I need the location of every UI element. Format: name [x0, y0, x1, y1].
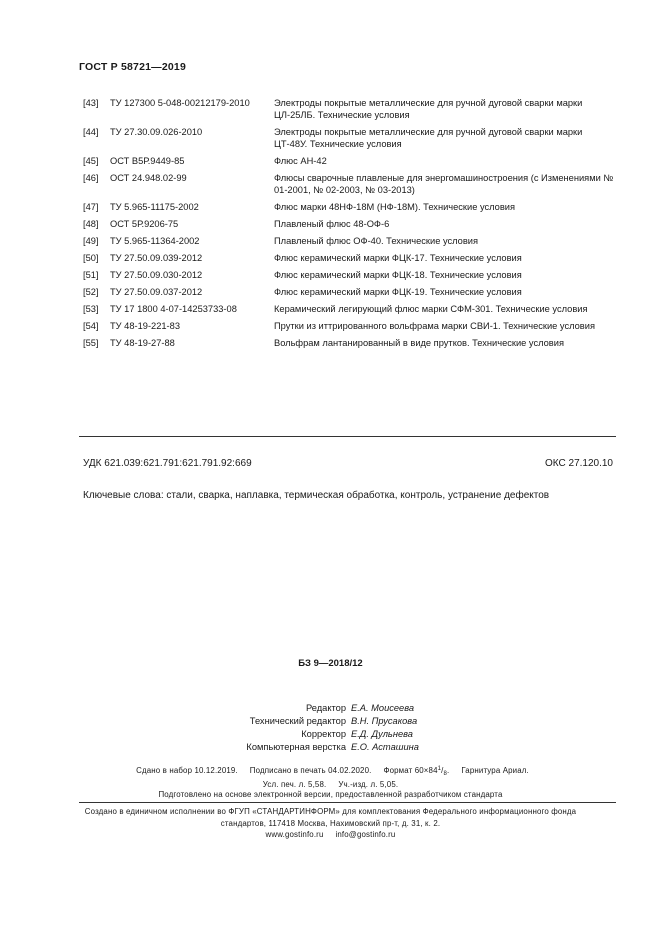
entry-title: Флюсы сварочные плавленые для энергомашиностроения (с Изменениями № 01-2001, № 02-2003, № 03-2013)	[274, 173, 614, 195]
credit-role: Компьютерная верстка	[246, 742, 346, 752]
credit-name: Е.А. Моисеева	[351, 703, 415, 713]
credit-name: Е.Д. Дульнева	[351, 729, 413, 739]
entry-document-code: ТУ 27.50.09.039-2012	[110, 253, 203, 263]
entry-title: Плавленый флюс ОФ-40. Технические условия	[274, 236, 478, 246]
standard-designation: ГОСТ Р 58721—2019	[79, 61, 187, 73]
website-link[interactable]: www.gostinfo.ru	[265, 830, 324, 839]
print-sheets: Усл. печ. л. 5,58.	[262, 779, 327, 789]
oks-code: ОКС 27.120.10	[545, 458, 613, 469]
credit-row	[0, 728, 661, 741]
entry-title: Плавленый флюс 48-ОФ-6	[274, 219, 390, 229]
entry-document-code: ОСТ 24.948.02-99	[110, 173, 187, 183]
bibliography-entry	[83, 320, 618, 332]
publisher-line-1: Создано в единичном исполнении во ФГУП «СТАНДАРТИНФОРМ» для комплектования Федерального информационного фонда	[84, 807, 577, 816]
publisher-sheets: Уч.-изд. л. 5,05.	[338, 779, 399, 789]
entry-document-code: ТУ 17 1800 4-07-14253733-08	[110, 304, 237, 314]
udk-code: УДК 621.039:621.791:621.791.92:669	[83, 458, 252, 469]
entry-document-code: ТУ 127300 5-048-00212179-2010	[110, 98, 250, 108]
entry-title: Электроды покрытые металлические для ручной дуговой сварки марки ЦЛ-25ЛБ. Технические условия	[274, 98, 583, 120]
entry-document-code: ОСТ 5Р.9206-75	[110, 219, 179, 229]
entry-title: Вольфрам лантанированный в виде прутков. Технические условия	[274, 338, 564, 348]
entry-title: Флюс керамический марки ФЦК-17. Технические условия	[274, 253, 522, 263]
credit-row	[0, 741, 661, 754]
bibliography-entry	[83, 286, 618, 298]
entry-number: [45]	[83, 156, 99, 166]
credits-block	[0, 702, 661, 754]
entry-document-code: ТУ 5.965-11175-2002	[110, 202, 199, 212]
entry-title: Флюс марки 48НФ-18М (НФ-18М). Технические условия	[274, 202, 516, 212]
entry-title: Прутки из иттрированного вольфрама марки СВИ-1. Технические условия	[274, 321, 595, 331]
credit-name: Е.О. Асташина	[351, 742, 419, 752]
print-info-note: Подготовлено на основе электронной версии, предоставленной разработчиком стандарта	[158, 790, 503, 799]
email-link[interactable]: info@gostinfo.ru	[335, 830, 396, 839]
entry-number: [52]	[83, 287, 99, 297]
entry-number: [47]	[83, 202, 99, 212]
signed-date: Подписано в печать 04.02.2020.	[249, 766, 372, 775]
print-info-line-1	[0, 764, 661, 780]
entry-number: [55]	[83, 338, 99, 348]
entry-title: Флюс керамический марки ФЦК-18. Технические условия	[274, 270, 522, 280]
credit-row	[0, 702, 661, 715]
credit-role: Корректор	[301, 729, 346, 739]
entry-document-code: ТУ 48-19-27-88	[110, 338, 175, 348]
credit-role: Редактор	[305, 703, 346, 713]
entry-title: Флюс АН-42	[274, 156, 327, 166]
bibliography-entry	[83, 172, 618, 196]
bibliography-entry	[83, 235, 618, 247]
entry-number: [50]	[83, 253, 99, 263]
entry-document-code: ТУ 48-19-221-83	[110, 321, 180, 331]
print-info-block	[0, 764, 661, 801]
bibliography-entry	[83, 269, 618, 281]
credit-role: Технический редактор	[249, 716, 346, 726]
entry-number: [54]	[83, 321, 99, 331]
entry-document-code: ТУ 5.965-11364-2002	[110, 236, 200, 246]
entry-number: [46]	[83, 173, 99, 183]
bibliography-list	[83, 97, 618, 349]
credit-name: В.Н. Прусакова	[351, 716, 418, 726]
bibliography-entry	[83, 337, 618, 349]
submitted-date: Сдано в набор 10.12.2019.	[136, 766, 238, 775]
entry-title: Керамический легирующий флюс марки СФМ-301. Технические условия	[274, 304, 588, 314]
bibliography-entry	[83, 252, 618, 264]
separator-line-bottom	[79, 802, 616, 803]
typeface-info: Гарнитура Ариал.	[461, 766, 529, 775]
publisher-contacts	[0, 829, 661, 841]
bibliography-entry	[83, 201, 618, 213]
bibliography-entry	[83, 303, 618, 315]
entry-title: Электроды покрытые металлические для ручной дуговой сварки марки ЦТ-48У. Технические условия	[274, 127, 583, 149]
entry-title: Флюс керамический марки ФЦК-19. Технические условия	[274, 287, 522, 297]
print-info-line-2	[0, 780, 661, 791]
entry-document-code: ТУ 27.50.09.037-2012	[110, 287, 203, 297]
publisher-block	[0, 806, 661, 841]
credit-row	[0, 715, 661, 728]
entry-number: [51]	[83, 270, 99, 280]
keywords-line: Ключевые слова: стали, сварка, наплавка, термическая обработка, контроль, устранение дефектов	[83, 490, 550, 501]
entry-document-code: ОСТ В5Р.9449-85	[110, 156, 185, 166]
bibliography-entry	[83, 218, 618, 230]
entry-number: [48]	[83, 219, 99, 229]
bibliography-entry	[83, 155, 618, 167]
entry-document-code: ТУ 27.30.09.026-2010	[110, 127, 203, 137]
publisher-line-2: стандартов, 117418 Москва, Нахимовский пр-т, д. 31, к. 2.	[220, 818, 441, 828]
entry-document-code: ТУ 27.50.09.030-2012	[110, 270, 203, 280]
entry-number: [53]	[83, 304, 99, 314]
bibliography-entry	[83, 126, 618, 150]
entry-number: [43]	[83, 98, 99, 108]
separator-line-top	[79, 436, 616, 437]
bibliography-entry	[83, 97, 618, 121]
format-info: Формат $60\times 84^1/_8$.	[383, 766, 450, 777]
entry-number: [44]	[83, 127, 99, 137]
entry-number: [49]	[83, 236, 99, 246]
bz-number: БЗ 9—2018/12	[298, 658, 363, 669]
